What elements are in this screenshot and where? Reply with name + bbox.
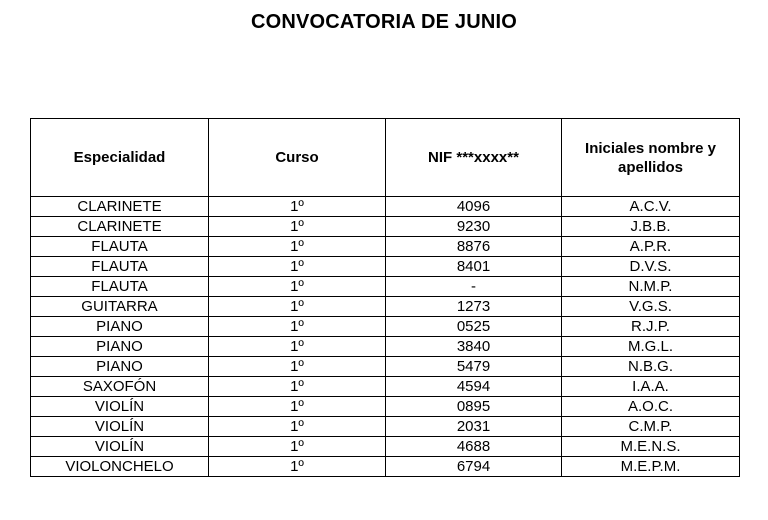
cell-iniciales: A.O.C. xyxy=(562,397,740,417)
table-row xyxy=(31,397,740,417)
cell-especialidad: VIOLÍN xyxy=(31,437,209,457)
cell-iniciales: V.G.S. xyxy=(562,297,740,317)
cell-curso: 1º xyxy=(209,457,386,477)
cell-curso: 1º xyxy=(209,337,386,357)
cell-curso: 1º xyxy=(209,377,386,397)
cell-iniciales: J.B.B. xyxy=(562,217,740,237)
cell-curso: 1º xyxy=(209,217,386,237)
cell-iniciales: M.E.P.M. xyxy=(562,457,740,477)
cell-nif: 9230 xyxy=(386,217,562,237)
cell-nif: 4594 xyxy=(386,377,562,397)
header-row xyxy=(31,119,740,197)
cell-nif: 0895 xyxy=(386,397,562,417)
table-row xyxy=(31,417,740,437)
cell-especialidad: PIANO xyxy=(31,357,209,377)
header-especialidad: Especialidad xyxy=(31,119,209,197)
table-row xyxy=(31,437,740,457)
cell-nif: 8876 xyxy=(386,237,562,257)
table-row xyxy=(31,457,740,477)
cell-iniciales: R.J.P. xyxy=(562,317,740,337)
cell-curso: 1º xyxy=(209,397,386,417)
results-table xyxy=(30,118,740,477)
cell-iniciales: I.A.A. xyxy=(562,377,740,397)
cell-especialidad: PIANO xyxy=(31,337,209,357)
cell-iniciales: A.C.V. xyxy=(562,197,740,217)
cell-nif: 0525 xyxy=(386,317,562,337)
cell-especialidad: VIOLONCHELO xyxy=(31,457,209,477)
cell-iniciales: N.B.G. xyxy=(562,357,740,377)
cell-nif: - xyxy=(386,277,562,297)
cell-curso: 1º xyxy=(209,297,386,317)
cell-curso: 1º xyxy=(209,357,386,377)
cell-iniciales: C.M.P. xyxy=(562,417,740,437)
cell-especialidad: FLAUTA xyxy=(31,237,209,257)
table-row xyxy=(31,277,740,297)
cell-especialidad: FLAUTA xyxy=(31,257,209,277)
cell-especialidad: PIANO xyxy=(31,317,209,337)
cell-especialidad: FLAUTA xyxy=(31,277,209,297)
cell-especialidad: VIOLÍN xyxy=(31,397,209,417)
table-row xyxy=(31,297,740,317)
cell-nif: 2031 xyxy=(386,417,562,437)
header-nif: NIF ***xxxx** xyxy=(386,119,562,197)
table-row xyxy=(31,317,740,337)
cell-iniciales: N.M.P. xyxy=(562,277,740,297)
cell-curso: 1º xyxy=(209,437,386,457)
cell-iniciales: M.E.N.S. xyxy=(562,437,740,457)
cell-especialidad: CLARINETE xyxy=(31,217,209,237)
cell-curso: 1º xyxy=(209,277,386,297)
page-title: CONVOCATORIA DE JUNIO xyxy=(250,11,518,33)
cell-iniciales: A.P.R. xyxy=(562,237,740,257)
table-row xyxy=(31,197,740,217)
cell-curso: 1º xyxy=(209,417,386,437)
header-iniciales: Iniciales nombre y apellidos xyxy=(562,119,740,197)
cell-nif: 4096 xyxy=(386,197,562,217)
cell-curso: 1º xyxy=(209,257,386,277)
table-row xyxy=(31,337,740,357)
cell-curso: 1º xyxy=(209,317,386,337)
table-row xyxy=(31,257,740,277)
table-row xyxy=(31,217,740,237)
cell-especialidad: VIOLÍN xyxy=(31,417,209,437)
cell-nif: 3840 xyxy=(386,337,562,357)
header-curso: Curso xyxy=(209,119,386,197)
table-row xyxy=(31,237,740,257)
table-row xyxy=(31,357,740,377)
cell-nif: 4688 xyxy=(386,437,562,457)
cell-especialidad: CLARINETE xyxy=(31,197,209,217)
cell-nif: 5479 xyxy=(386,357,562,377)
cell-especialidad: GUITARRA xyxy=(31,297,209,317)
cell-nif: 6794 xyxy=(386,457,562,477)
cell-nif: 1273 xyxy=(386,297,562,317)
cell-curso: 1º xyxy=(209,197,386,217)
cell-iniciales: D.V.S. xyxy=(562,257,740,277)
cell-iniciales: M.G.L. xyxy=(562,337,740,357)
table-row xyxy=(31,377,740,397)
cell-curso: 1º xyxy=(209,237,386,257)
cell-especialidad: SAXOFÓN xyxy=(31,377,209,397)
cell-nif: 8401 xyxy=(386,257,562,277)
